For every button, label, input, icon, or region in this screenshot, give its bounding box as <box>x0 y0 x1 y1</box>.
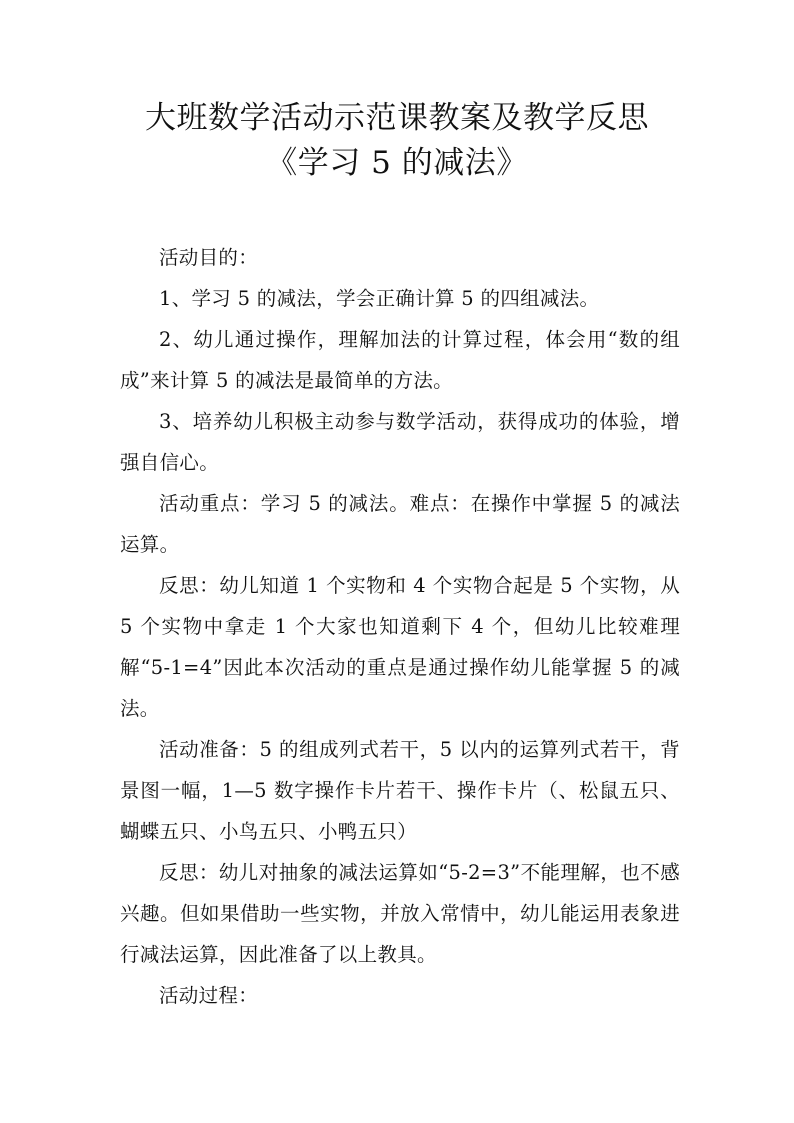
heading-activity-process: 活动过程： <box>159 984 259 1007</box>
goal-item-2: 2、幼儿通过操作，理解加法的计算过程，体会用“数的组成”来计算 5 的减法是最简单的方法。 <box>120 328 680 392</box>
activity-preparation-paragraph: 活动准备：5 的组成列式若干，5 以内的运算列式若干，背景图一幅，1—5 数字操作卡片若干、操作卡片（、松鼠五只、蝴蝶五只、小鸟五只、小鸭五只） <box>120 738 680 843</box>
goal-item-1: 1、学习 5 的减法，学会正确计算 5 的四组减法。 <box>159 287 600 310</box>
reflection-paragraph-2: 反思：幼儿对抽象的减法运算如“5-2=3”不能理解，也不感兴趣。但如果借助一些实物，并放入常情中，幼儿能运用表象进行减法运算，因此准备了以上教具。 <box>120 861 680 966</box>
heading-activity-goals: 活动目的： <box>159 246 259 269</box>
goal-item-3: 3、培养幼儿积极主动参与数学活动，获得成功的体验，增强自信心。 <box>120 410 680 474</box>
document-body <box>120 237 680 1016</box>
document-title: 大班数学活动示范课教案及教学反思 <box>145 100 649 136</box>
activity-focus-paragraph: 活动重点：学习 5 的减法。难点：在操作中掌握 5 的减法运算。 <box>120 492 680 556</box>
reflection-paragraph-1: 反思：幼儿知道 1 个实物和 4 个实物合起是 5 个实物，从 5 个实物中拿走 1 个大家也知道剩下 4 个，但幼儿比较难理解“5-1=4”因此本次活动的重点是通过操作幼儿能掌握 5 的减法。 <box>120 574 680 720</box>
document-subtitle: 《学习 5 的减法》 <box>266 145 528 181</box>
